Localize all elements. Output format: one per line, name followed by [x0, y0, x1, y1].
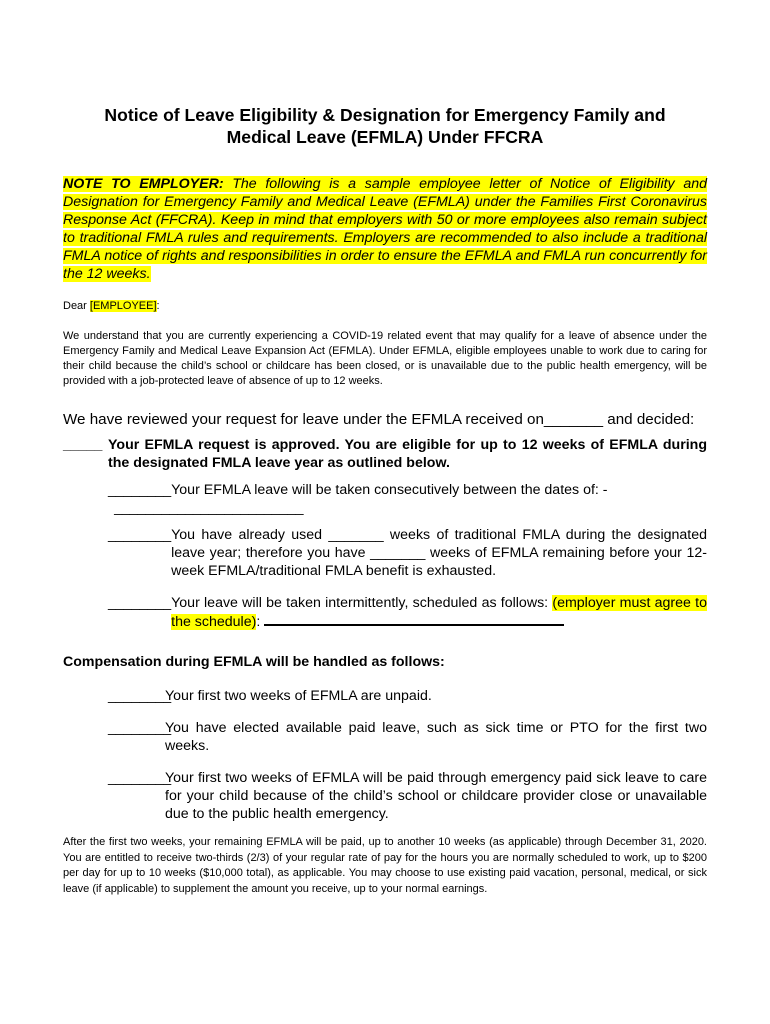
compensation-heading: Compensation during EFMLA will be handled as follows:: [63, 654, 445, 670]
document-page: [63, 104, 707, 897]
compensation-item: [108, 719, 707, 755]
already-used-part1: You have already used: [171, 527, 329, 543]
after-two-weeks-paragraph: After the first two weeks, your remaining EFMLA will be paid, up to another 10 weeks (as applicable) through December 31, 2020. You are entitled to receive two-thirds (2/3) of your regular rate of pay for the hours you are normally scheduled to work, up to $200 per day for up to 10 weeks ($10,000 total), as applicable. You may choose to use existing paid vacation, personal, medical, or sick leave (if applicable) to supplement the amount you receive, up to your normal earnings.: [63, 836, 707, 895]
compensation-item: [108, 687, 707, 705]
unpaid-blank: ________: [108, 688, 172, 704]
salutation: [63, 299, 707, 313]
intermittent-text: Your leave will be taken intermittently, scheduled as follows:: [171, 595, 553, 611]
salutation-prefix: Dear: [63, 300, 90, 312]
reviewed-prefix: We have reviewed your request for leave under the EFMLA received on: [63, 411, 544, 428]
salutation-suffix: :: [156, 300, 160, 312]
already-used-part2: weeks of traditional FMLA during the designated leave year; therefore you have: [171, 527, 707, 561]
reviewed-statement: [63, 410, 707, 429]
already-used-part3: weeks of EFMLA remaining before your 12-week EFMLA/traditional FMLA benefit is exhausted.: [171, 545, 707, 579]
title-line-1: Notice of Leave Eligibility & Designation for Emergency Family and: [104, 105, 666, 125]
approved-checkbox-blank: _____: [63, 437, 103, 453]
intermittent-colon: :: [256, 614, 265, 630]
intermittent-option: [108, 594, 707, 631]
note-to-employer: [63, 175, 707, 283]
emergency-sick-blank: ________: [108, 770, 172, 786]
paid-leave-text: You have elected available paid leave, such as sick time or PTO for the first two weeks.: [165, 720, 707, 754]
received-date-blank: _______: [543, 411, 604, 428]
consecutive-blank: ________: [108, 482, 172, 498]
intermittent-blank: ________: [108, 595, 172, 611]
document-title: [63, 104, 707, 148]
approved-option: [63, 436, 707, 472]
consecutive-leave-option: [108, 481, 707, 517]
weeks-remaining-blank: _______: [370, 545, 426, 561]
intro-paragraph: We understand that you are currently experiencing a COVID-19 related event that may qualify for a leave of absence under the Emergency Family and Medical Leave Expansion Act (EFMLA). Under EFMLA, eligible employees unable to work due to caring for their child because the child’s school or childcare has been closed, or is unavailable due to the public health emergency, will be provided with a job-protected leave of absence of up to 12 weeks.: [63, 330, 707, 387]
note-text: The following is a sample employee letter of Notice of Eligibility and Designation for Emergency Family and Medical Leave (EFMLA) under the Families First Coronavirus Response Act (FFCRA). Keep in mind that employers with 50 or more employees also remain subject to traditional FMLA rules and requirements. Employers are recommended to also include a traditional FMLA notice of rights and responsibilities in order to ensure the EFMLA and FMLA run concurrently for the 12 weeks.: [63, 176, 707, 282]
note-label: NOTE TO EMPLOYER:: [63, 176, 224, 192]
unpaid-text: Your first two weeks of EFMLA are unpaid.: [165, 688, 432, 704]
approved-text: Your EFMLA request is approved. You are eligible for up to 12 weeks of EFMLA during the designated FMLA leave year as outlined below.: [108, 437, 707, 471]
reviewed-suffix: and decided:: [603, 411, 695, 428]
consecutive-dates-blank: ________________________: [114, 500, 304, 516]
compensation-item: [108, 769, 707, 823]
emergency-sick-text: Your first two weeks of EFMLA will be paid through emergency paid sick leave to care for your child because of the child’s school or childcare provider close or unavailable due to the public health emergency.: [165, 770, 707, 822]
consecutive-text: Your EFMLA leave will be taken consecutively between the dates of: -: [171, 482, 608, 498]
title-line-2: Medical Leave (EFMLA) Under FFCRA: [226, 127, 544, 147]
weeks-used-blank: _______: [328, 527, 384, 543]
paid-leave-blank: ________: [108, 720, 172, 736]
employer-agree-highlight: (employer must agree to the schedule): [171, 595, 708, 630]
employee-placeholder: [EMPLOYEE]: [89, 300, 157, 312]
already-used-option: [108, 526, 707, 580]
schedule-line: [264, 612, 564, 626]
already-used-blank: ________: [108, 527, 172, 543]
